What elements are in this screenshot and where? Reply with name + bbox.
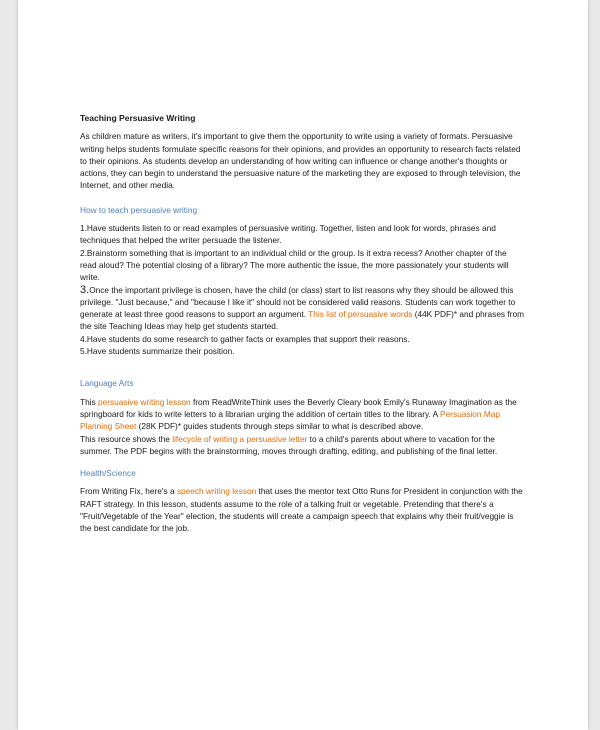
persuasive-writing-lesson-link[interactable]: persuasive writing lesson: [97, 396, 191, 407]
text-span: to a child's parents about where to vacation for the summer. The PDF begins with the brainstorming, moves through drafting, editing, and publishing of the final letter.: [80, 433, 498, 456]
text-span: This: [80, 396, 98, 407]
persuasive-words-link[interactable]: This list of persuasive words: [308, 309, 413, 320]
section-heading-language-arts: Language Arts: [80, 378, 134, 389]
step-1: 1.Have students listen to or read examples of persuasive writing. Together, listen and look for words, phrases and techniques that helped the writer persuade the listener.: [80, 223, 496, 246]
text-span: From Writing Fix, here's a: [80, 486, 177, 497]
speech-writing-lesson-link[interactable]: speech writing lesson: [176, 486, 257, 497]
text-span: This resource shows the: [80, 433, 173, 444]
language-arts-paragraph-1: [80, 396, 524, 433]
section-heading-how-to: How to teach persuasive writing: [80, 204, 198, 215]
text-span: from ReadWriteThink uses the Beverly Cleary book Emily's Runaway Imagination as the springboard for kids to write letters to a librarian urging the addition of certain titles to the library. A: [80, 396, 517, 419]
step-2: 2.Brainstorm something that is important to an individual child or the group. Is it extra recess? Another chapter of the read aloud? The potential closing of a library? The more authentic the issue, the more passionately your students will write.: [80, 247, 509, 283]
persuasion-map-link[interactable]: Persuasion Map Planning Sheet: [80, 408, 500, 432]
document-title: Teaching Persuasive Writing: [80, 113, 196, 123]
text-span: that uses the mentor text Otto Runs for President in conjunction with the RAFT strategy. In this lesson, students assume to the role of a talking fruit or vegetable. Pretending that there's a "Fruit/Vegetable of the Year" election, the students will create a campaign speech that explains why their fruit/veggie is the best candidate for the job.: [80, 486, 523, 534]
step-3-number: 3.: [80, 283, 90, 296]
language-arts-paragraph-2: [80, 433, 524, 458]
health-science-paragraph: [80, 485, 524, 534]
lifecycle-letter-link[interactable]: lifecycle of writing a persuasive letter: [172, 433, 308, 444]
step-5: 5.Have students summarize their position.: [80, 346, 235, 357]
step-3-text-b: (44K PDF)* and phrases from the site Teaching Ideas may help get students started.: [80, 309, 524, 332]
text-span: (28K PDF)* guides students through steps similar to what is described above.: [136, 421, 424, 432]
step-3-text-a: Once the important privilege is chosen, have the child (or class) start to list reasons why they should be allowed this privilege. "Just because," and "because I like it" should not be considered valid reasons. Students can work together to generate at least three good reasons to support an argument.: [80, 284, 516, 320]
document-page: [18, 0, 588, 730]
section-heading-health-science: Health/Science: [80, 468, 136, 479]
intro-paragraph: As children mature as writers, it's important to give them the opportunity to write using a variety of formats. Persuasive writing helps students formulate specific reasons for their opinions, and provides an opportunity to research facts related to their opinions. As students develop an understanding of how writing can influence or change another's thoughts or actions, they can begin to understand the persuasive nature of the marketing they are exposed to through television, the Internet, and other media.: [80, 131, 521, 191]
step-4: 4.Have students do some research to gather facts or examples that support their reasons.: [80, 333, 410, 344]
document-content: [80, 112, 524, 535]
step-3: [80, 284, 524, 333]
